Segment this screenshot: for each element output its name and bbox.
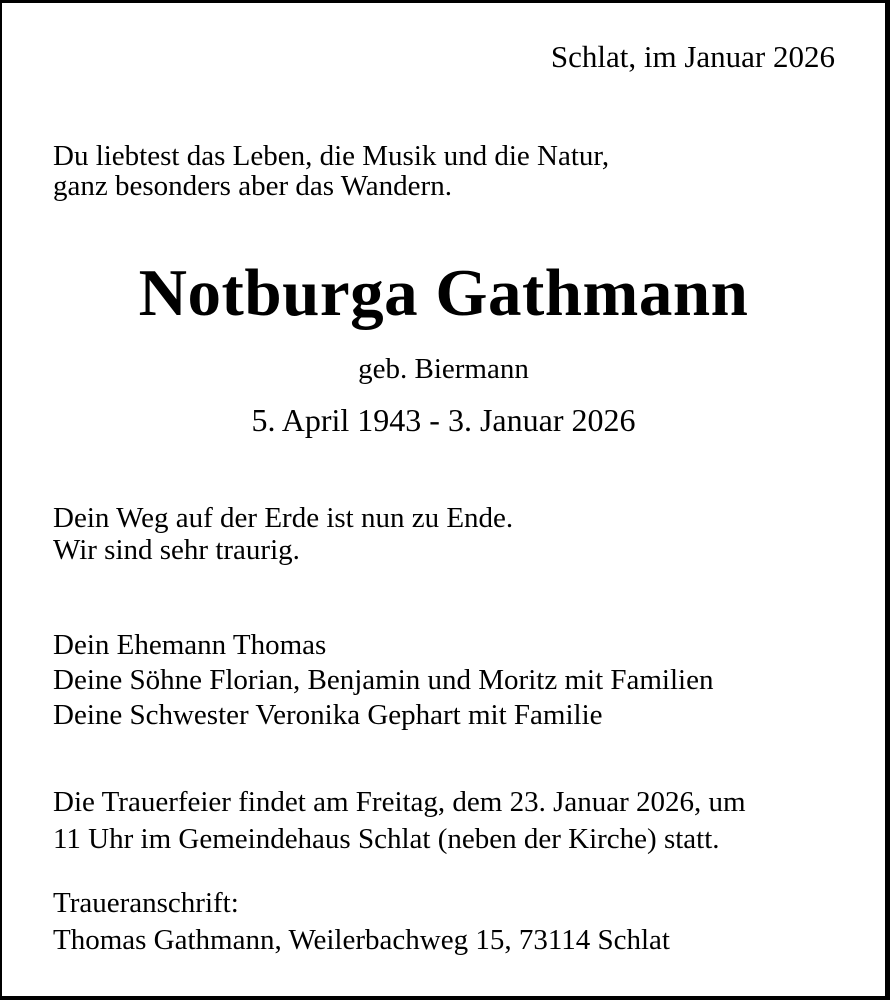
intro-verse <box>53 141 609 201</box>
intro-line: ganz besonders aber das Wandern. <box>53 170 452 202</box>
farewell-line: Wir sind sehr traurig. <box>53 534 300 566</box>
dateline: Schlat, im Januar 2026 <box>550 39 835 74</box>
deceased-life-dates: 5. April 1943 - 3. Januar 2026 <box>251 402 636 438</box>
service-line: 11 Uhr im Gemeindehaus Schlat (neben der Kirche) statt. <box>53 823 720 855</box>
deceased-name: Notburga Gathmann <box>138 256 749 330</box>
mourner-line: Dein Ehemann Thomas <box>53 629 327 661</box>
mourner-line: Deine Söhne Florian, Benjamin und Moritz mit Familien <box>53 664 714 696</box>
service-details <box>53 784 746 858</box>
condolence-label: Traueranschrift: <box>53 887 239 919</box>
condolence-line: Thomas Gathmann, Weilerbachweg 15, 73114 Schlat <box>53 924 670 956</box>
farewell-text <box>53 502 513 566</box>
deceased-birth-name: geb. Biermann <box>358 353 529 385</box>
intro-line: Du liebtest das Leben, die Musik und die Natur, <box>53 140 610 172</box>
mourners-list <box>53 628 713 733</box>
mourner-line: Deine Schwester Veronika Gephart mit Familie <box>53 699 603 731</box>
service-line: Die Trauerfeier findet am Freitag, dem 23. Januar 2026, um <box>53 786 746 818</box>
farewell-line: Dein Weg auf der Erde ist nun zu Ende. <box>53 502 514 534</box>
condolence-address <box>53 885 670 959</box>
